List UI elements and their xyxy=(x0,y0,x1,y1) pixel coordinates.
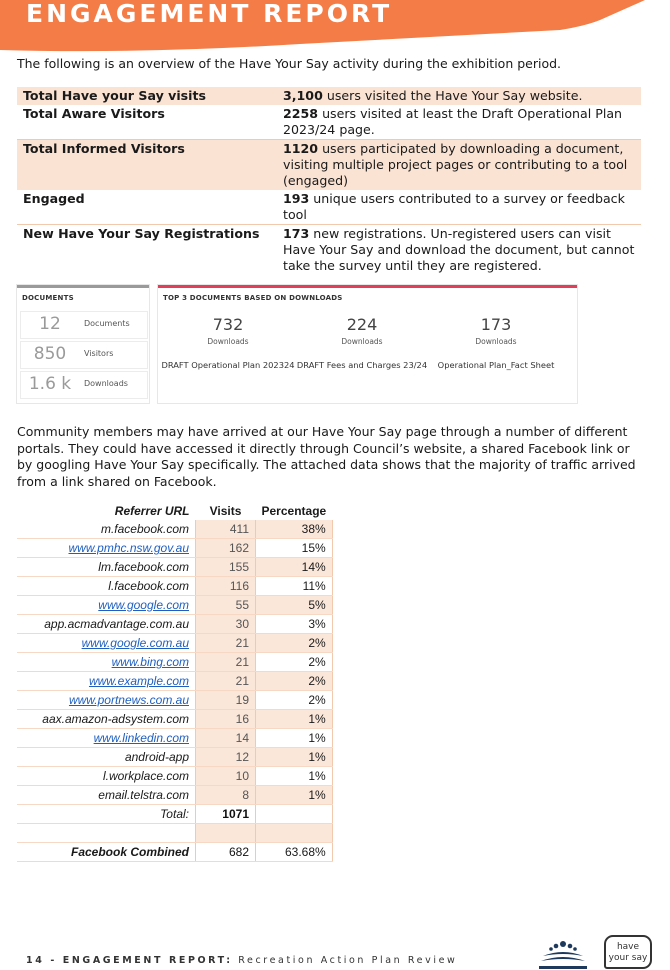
col-header-percentage: Percentage xyxy=(261,504,327,518)
total-pct-empty xyxy=(256,805,333,824)
download-count: 732 xyxy=(212,315,244,334)
page-title: ENGAGEMENT REPORT xyxy=(26,0,393,28)
col-header-visits: Visits xyxy=(209,504,242,518)
total-label: Total: xyxy=(17,805,196,824)
visits-cell: 411 xyxy=(196,520,256,539)
referrer-link[interactable]: www.pmhc.nsw.gov.au xyxy=(17,539,196,558)
percentage-cell: 2% xyxy=(256,672,333,691)
download-count: 224 xyxy=(346,315,378,334)
footer-section: ENGAGEMENT REPORT: xyxy=(62,955,233,966)
facebook-combined-visits: 682 xyxy=(196,843,256,862)
table-row xyxy=(17,577,332,596)
referrer-url: m.facebook.com xyxy=(17,520,196,539)
referrer-link[interactable]: www.google.com.au xyxy=(17,634,196,653)
visits-cell: 55 xyxy=(196,596,256,615)
summary-value: 1120 users participated by downloading a document, visiting multiple project pages or contributing to a tool (engaged) xyxy=(277,140,641,191)
percentage-cell: 1% xyxy=(256,786,333,805)
referrer-url: email.telstra.com xyxy=(17,786,196,805)
header-banner xyxy=(0,0,670,56)
percentage-cell: 1% xyxy=(256,729,333,748)
summary-label: Total Have your Say visits xyxy=(17,87,277,105)
facebook-combined-pct: 63.68% xyxy=(256,843,333,862)
blank-row xyxy=(17,824,332,843)
visits-cell: 21 xyxy=(196,653,256,672)
document-name[interactable]: DRAFT Operational Plan 202324 xyxy=(161,360,295,370)
percentage-cell: 2% xyxy=(256,691,333,710)
table-row xyxy=(17,558,332,577)
stat-value: 12 xyxy=(39,314,61,334)
panel-accent-bar xyxy=(17,285,149,288)
summary-value: 173 new registrations. Un-registered users can visit Have Your Say and download the document, but cannot take the survey until they are registered. xyxy=(283,226,635,273)
page-footer: 14 - ENGAGEMENT REPORT: Recreation Action Plan Review xyxy=(26,955,458,966)
table-row xyxy=(17,653,332,672)
documents-panel xyxy=(16,284,150,404)
summary-label: Total Aware Visitors xyxy=(17,105,277,140)
table-row xyxy=(17,539,332,558)
table-row xyxy=(17,710,332,729)
stat-downloads xyxy=(20,371,148,399)
referrer-body xyxy=(17,520,332,805)
stat-documents xyxy=(20,311,148,339)
summary-row xyxy=(17,87,641,105)
top-document xyxy=(292,315,432,371)
download-count: 173 xyxy=(480,315,512,334)
visits-cell: 12 xyxy=(196,748,256,767)
blank-cell xyxy=(17,824,196,843)
portals-paragraph: Community members may have arrived at our Have Your Say page through a number of different portals. They could have accessed it directly through Council’s website, a shared Facebook link or by googling Have Your Say specifically. The attached data shows that the majority of traffic arrived from a link shared on Facebook. xyxy=(17,424,636,489)
summary-value: 2258 users visited at least the Draft Operational Plan 2023/24 page. xyxy=(277,105,641,140)
referrer-url: aax.amazon-adsystem.com xyxy=(17,710,196,729)
percentage-cell: 1% xyxy=(256,767,333,786)
stat-value: 850 xyxy=(33,344,67,364)
summary-value: 193 unique users contributed to a survey or feedback tool xyxy=(277,190,641,225)
visits-cell: 162 xyxy=(196,539,256,558)
referrer-link[interactable]: www.google.com xyxy=(17,596,196,615)
table-row xyxy=(17,672,332,691)
percentage-cell: 2% xyxy=(256,634,333,653)
facebook-combined-row xyxy=(17,843,332,862)
referrer-link[interactable]: www.portnews.com.au xyxy=(17,691,196,710)
visits-cell: 155 xyxy=(196,558,256,577)
summary-row xyxy=(17,105,641,140)
visits-cell: 21 xyxy=(196,634,256,653)
table-row xyxy=(17,767,332,786)
percentage-cell: 15% xyxy=(256,539,333,558)
referrer-url: lm.facebook.com xyxy=(17,558,196,577)
table-row xyxy=(17,748,332,767)
summary-row xyxy=(17,225,641,276)
page-number: 14 xyxy=(26,955,45,966)
top3-documents-panel xyxy=(157,284,578,404)
top-document xyxy=(158,315,298,371)
visits-cell: 14 xyxy=(196,729,256,748)
referrer-table xyxy=(17,502,333,862)
blank-cell xyxy=(256,824,333,843)
visits-cell: 8 xyxy=(196,786,256,805)
logo-text: have xyxy=(616,942,640,952)
stat-label: Visitors xyxy=(84,349,114,358)
referrer-url: l.workplace.com xyxy=(17,767,196,786)
referrer-header-row xyxy=(17,502,332,520)
percentage-cell: 5% xyxy=(256,596,333,615)
documents-panel-title: DOCUMENTS xyxy=(22,294,74,302)
summary-table xyxy=(17,87,641,275)
download-unit: Downloads xyxy=(341,337,383,346)
logo-text: your say xyxy=(608,953,648,963)
top-document xyxy=(426,315,566,371)
intro-text: The following is an overview of the Have Your Say activity during the exhibition period. xyxy=(17,56,562,71)
referrer-link[interactable]: www.bing.com xyxy=(17,653,196,672)
document-name[interactable]: DRAFT Fees and Charges 23/24 xyxy=(296,360,428,370)
table-row xyxy=(17,691,332,710)
table-row xyxy=(17,786,332,805)
referrer-link[interactable]: www.linkedin.com xyxy=(17,729,196,748)
summary-row xyxy=(17,190,641,225)
percentage-cell: 3% xyxy=(256,615,333,634)
stat-value: 1.6 k xyxy=(28,374,72,394)
table-row xyxy=(17,520,332,539)
percentage-cell: 1% xyxy=(256,748,333,767)
summary-label: Engaged xyxy=(17,190,277,225)
visits-cell: 16 xyxy=(196,710,256,729)
visits-cell: 30 xyxy=(196,615,256,634)
stat-visitors xyxy=(20,341,148,369)
percentage-cell: 1% xyxy=(256,710,333,729)
document-name[interactable]: Operational Plan_Fact Sheet xyxy=(437,360,555,370)
table-row xyxy=(17,596,332,615)
footer-subtitle: Recreation Action Plan Review xyxy=(238,955,458,966)
percentage-cell: 14% xyxy=(256,558,333,577)
download-unit: Downloads xyxy=(207,337,249,346)
col-header-url: Referrer URL xyxy=(114,504,190,518)
council-logo-icon xyxy=(537,936,589,970)
have-your-say-logo xyxy=(604,935,652,969)
percentage-cell: 2% xyxy=(256,653,333,672)
table-row xyxy=(17,634,332,653)
percentage-cell: 38% xyxy=(256,520,333,539)
summary-value: 3,100 users visited the Have Your Say website. xyxy=(277,87,641,105)
summary-label: Total Informed Visitors xyxy=(17,140,277,191)
visits-cell: 21 xyxy=(196,672,256,691)
visits-cell: 10 xyxy=(196,767,256,786)
visits-cell: 19 xyxy=(196,691,256,710)
total-row xyxy=(17,805,332,824)
blank-cell xyxy=(196,824,256,843)
summary-row xyxy=(17,140,641,191)
percentage-cell: 11% xyxy=(256,577,333,596)
summary-label: New Have Your Say Registrations xyxy=(23,226,260,241)
total-value: 1071 xyxy=(196,805,256,824)
table-row xyxy=(17,615,332,634)
visits-cell: 116 xyxy=(196,577,256,596)
referrer-url: app.acmadvantage.com.au xyxy=(17,615,196,634)
referrer-url: android-app xyxy=(17,748,196,767)
referrer-url: l.facebook.com xyxy=(17,577,196,596)
download-unit: Downloads xyxy=(475,337,517,346)
stat-label: Documents xyxy=(84,319,130,328)
stat-label: Downloads xyxy=(84,379,128,388)
table-row xyxy=(17,729,332,748)
referrer-link[interactable]: www.example.com xyxy=(17,672,196,691)
panel-accent-bar xyxy=(158,285,577,288)
top3-panel-title: TOP 3 DOCUMENTS BASED ON DOWNLOADS xyxy=(163,294,343,302)
facebook-combined-label: Facebook Combined xyxy=(17,843,196,862)
